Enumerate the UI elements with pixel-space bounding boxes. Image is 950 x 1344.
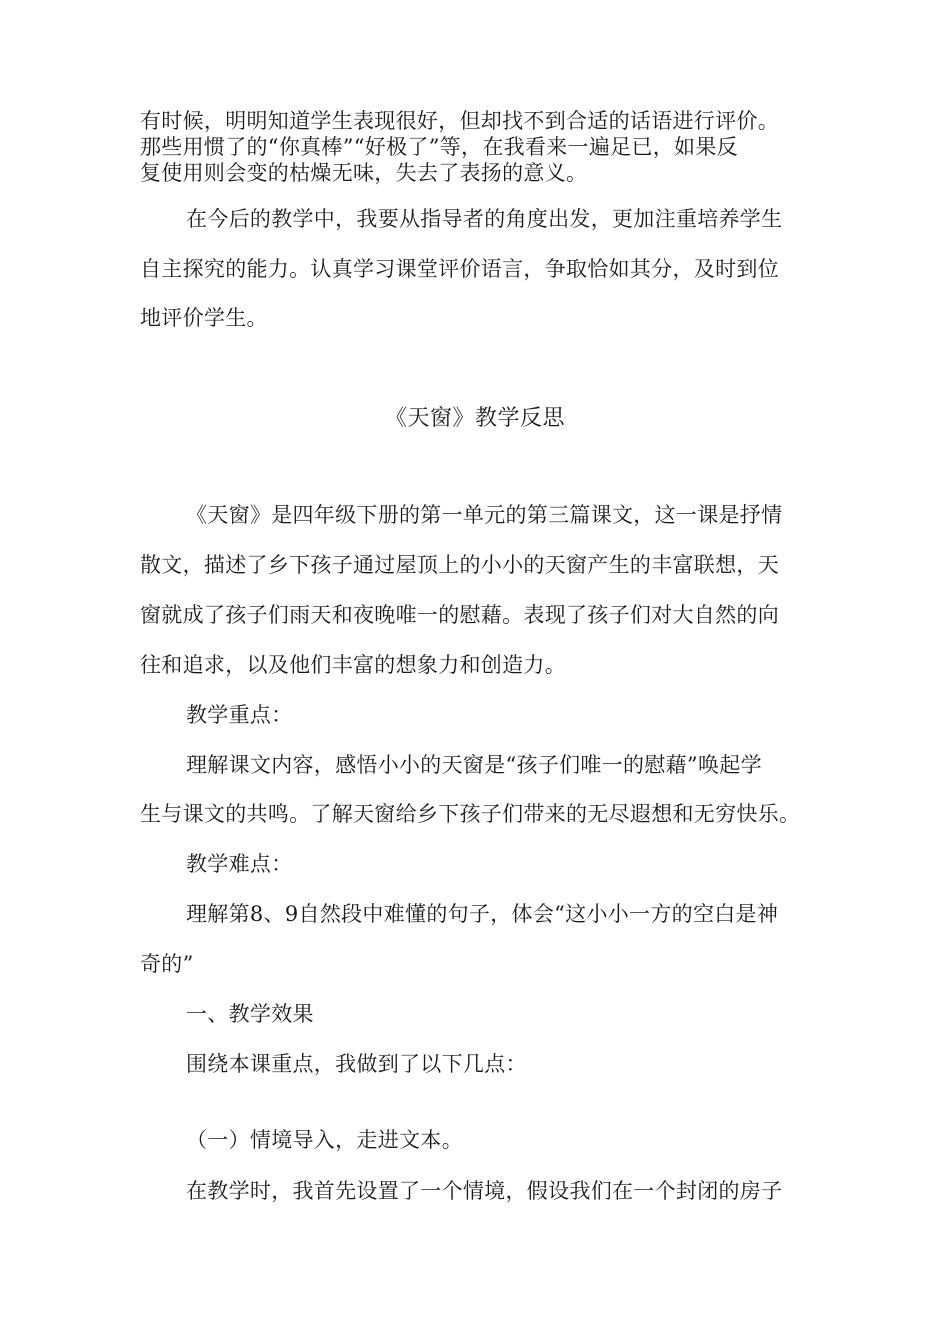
plan-line-3: 地评价学生。: [140, 306, 268, 330]
intro-line-1: 有时候，明明知道学生表现很好，但却找不到合适的话语进行评价。: [140, 109, 779, 133]
intro-line-3: 复使用则会变的枯燥无味，失去了表扬的意义。: [140, 161, 588, 185]
body-line-7: 生与课文的共鸣。了解天窗给乡下孩子们带来的无尽遐想和无穷快乐。: [140, 802, 801, 826]
body-line-3: 窗就成了孩子们雨天和夜晚唯一的慰藉。表现了孩子们对大自然的向: [140, 603, 779, 627]
intro-line-2: 那些用惯了的“你真棒”“好极了”等，在我看来一遍足已，如果反: [140, 135, 738, 159]
body-line-12: 围绕本课重点，我做到了以下几点：: [186, 1052, 527, 1076]
body-line-2: 散文，描述了乡下孩子通过屋顶上的小小的天窗产生的丰富联想，天: [140, 553, 779, 577]
plan-line-1: 在今后的教学中，我要从指导者的角度出发，更加注重培养学生: [186, 207, 783, 231]
section-heading-effects: 一、教学效果: [186, 1002, 314, 1026]
body-line-6: 理解课文内容，感悟小小的天窗是“孩子们唯一的慰藉”唤起学: [186, 753, 762, 777]
subsection-heading-1: （一）情境导入，走进文本。: [186, 1128, 463, 1152]
body-line-4: 往和追求，以及他们丰富的想象力和创造力。: [140, 653, 566, 677]
section-heading-key-points: 教学重点：: [186, 703, 293, 727]
body-line-1: 《天窗》是四年级下册的第一单元的第三篇课文，这一课是抒情: [186, 503, 783, 527]
document-title: 《天窗》教学反思: [384, 406, 565, 431]
body-line-9: 理解第8、9自然段中难懂的句子，体会“这小小一方的空白是神: [186, 902, 779, 926]
body-line-10: 奇的”: [140, 952, 194, 976]
body-line-14: 在教学时，我首先设置了一个情境，假设我们在一个封闭的房子: [186, 1179, 783, 1203]
section-heading-difficulties: 教学难点：: [186, 852, 293, 876]
plan-line-2: 自主探究的能力。认真学习课堂评价语言，争取恰如其分，及时到位: [140, 257, 779, 281]
